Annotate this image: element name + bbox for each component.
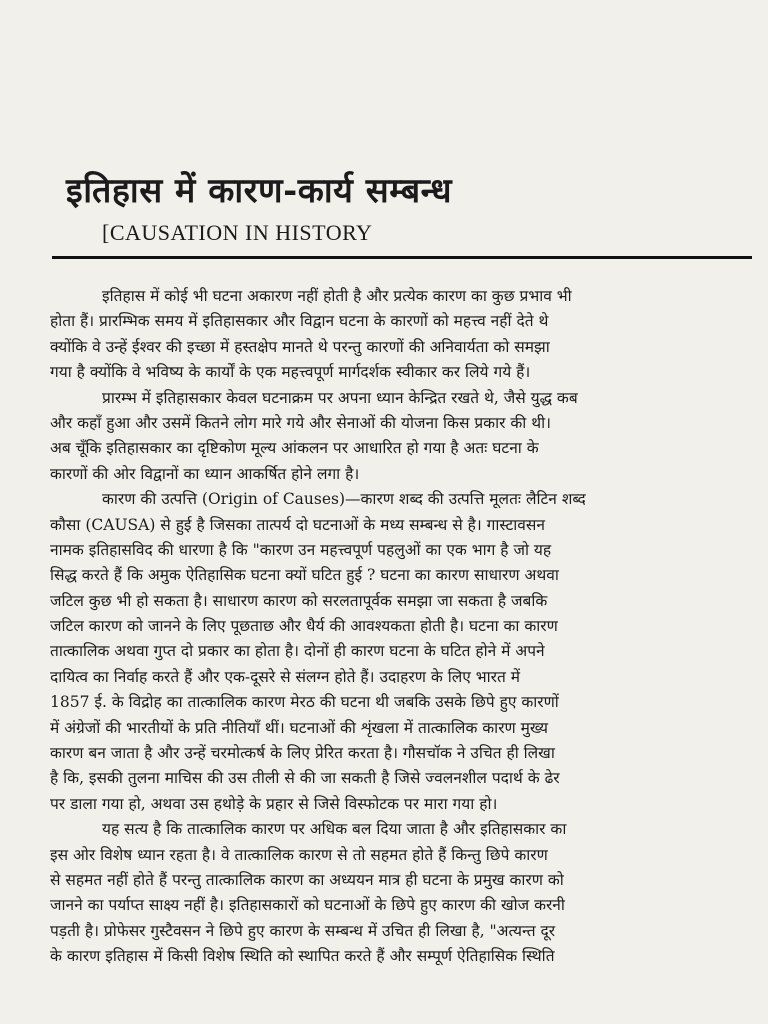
chapter-title: इतिहास में कारण-कार्य सम्बन्ध [66, 171, 452, 211]
text-line: पड़ती है। प्रोफेसर गुस्टैवसन ने छिपे हुए कारण के सम्बन्ध में उचित ही लिखा है, "अत्यन्त दूर [50, 921, 556, 940]
body-text [50, 284, 740, 970]
text-line: और कहाँ हुआ और उसमें कितने लोग मारे गये और सेनाओं की योजना किस प्रकार की थी। [50, 413, 551, 432]
text-line: गया है क्योंकि वे भविष्य के कार्यों के एक महत्त्वपूर्ण मार्गदर्शक स्वीकार कर लिये गये हैं। [50, 363, 531, 382]
text-line: प्रारम्भ में इतिहासकार केवल घटनाक्रम पर अपना ध्यान केन्द्रित रखते थे, जैसे युद्ध कब [102, 388, 578, 407]
text-line: अब चूँकि इतिहासकार का दृष्टिकोण मूल्य आंकलन पर आधारित हो गया है अतः घटना के [50, 439, 539, 458]
text-line: के कारण इतिहास में किसी विशेष स्थिति को स्थापित करते हैं और सम्पूर्ण ऐतिहासिक स्थिति [50, 947, 555, 966]
text-line: कारण की उत्पत्ति (Origin of Causes)—कारण शब्द की उत्पत्ति मूलतः लैटिन शब्द [102, 490, 586, 509]
text-line: इस ओर विशेष ध्यान रहता है। वे तात्कालिक कारण से तो सहमत होते हैं किन्तु छिपे कारण [50, 845, 548, 864]
text-line: कारणों की ओर विद्वानों का ध्यान आकर्षित होने लगा है। [50, 464, 360, 483]
text-line: में अंग्रेजों की भारतीयों के प्रति नीतियाँ थीं। घटनाओं की शृंखला में तात्कालिक कारण मुख्य [50, 718, 548, 737]
text-line: यह सत्य है कि तात्कालिक कारण पर अधिक बल दिया जाता है और इतिहासकार का [102, 820, 567, 839]
text-line: इतिहास में कोई भी घटना अकारण नहीं होती है और प्रत्येक कारण का कुछ प्रभाव भी [102, 287, 572, 305]
text-line: सिद्ध करते हैं कि अमुक ऐतिहासिक घटना क्यों घटित हुई ? घटना का कारण साधारण अथवा [50, 566, 559, 585]
text-line: जानने का पर्याप्त साक्ष्य नहीं है। इतिहासकारों को घटनाओं के छिपे हुए कारण की खोज करनी [50, 896, 565, 915]
text-line: क्योंकि वे उन्हें ईश्वर की इच्छा में हस्तक्षेप मानते थे परन्तु कारणों की अनिवार्यता को समझा [50, 337, 550, 356]
text-line: पर डाला गया हो, अथवा उस हथोड़े के प्रहार से जिसे विस्फोटक पर मारा गया हो। [50, 794, 498, 813]
text-line: जटिल कुछ भी हो सकता है। साधारण कारण को सरलतापूर्वक समझा जा सकता है जबकि [50, 591, 548, 610]
text-line: है कि, इसकी तुलना माचिस की उस तीली से की जा सकती है जिसे ज्वलनशील पदार्थ के ढेर [50, 769, 560, 788]
text-line: जटिल कारण को जानने के लिए पूछताछ और धैर्य की आवश्यकता होती है। घटना का कारण [50, 617, 558, 636]
text-line: होता हैं। प्रारम्भिक समय में इतिहासकार और विद्वान घटना के कारणों को महत्त्व नहीं देते थे [50, 312, 549, 331]
title-rule [52, 256, 752, 259]
text-line: दायित्व का निर्वाह करते हैं और एक-दूसरे से संलग्न होते हैं। उदाहरण के लिए भारत में [50, 667, 521, 686]
text-line: से सहमत नहीं होते हैं परन्तु तात्कालिक कारण का अध्ययन मात्र ही घटना के प्रमुख कारण को [50, 870, 564, 889]
text-line: तात्कालिक अथवा गुप्त दो प्रकार का होता है। दोनों ही कारण घटना के घटित होने में अपने [50, 642, 545, 661]
chapter-subtitle: [CAUSATION IN HISTORY [102, 220, 373, 245]
text-line: 1857 ई. के विद्रोह का तात्कालिक कारण मेरठ की घटना थी जबकि उसके छिपे हुए कारणों [50, 693, 559, 712]
faint-bleedthrough-text [260, 118, 460, 144]
text-line: कारण बन जाता है और उन्हें चरमोत्कर्ष के लिए प्रेरित करता है। गौसचॉक ने उचित ही लिखा [50, 744, 555, 763]
text-line: कौसा (CAUSA) से हुई है जिसका तात्पर्य दो घटनाओं के मध्य सम्बन्ध से है। गास्टावसन [50, 515, 545, 534]
text-line: नामक इतिहासविद की धारणा है कि "कारण उन महत्त्वपूर्ण पहलुओं का एक भाग है जो यह [50, 540, 552, 559]
